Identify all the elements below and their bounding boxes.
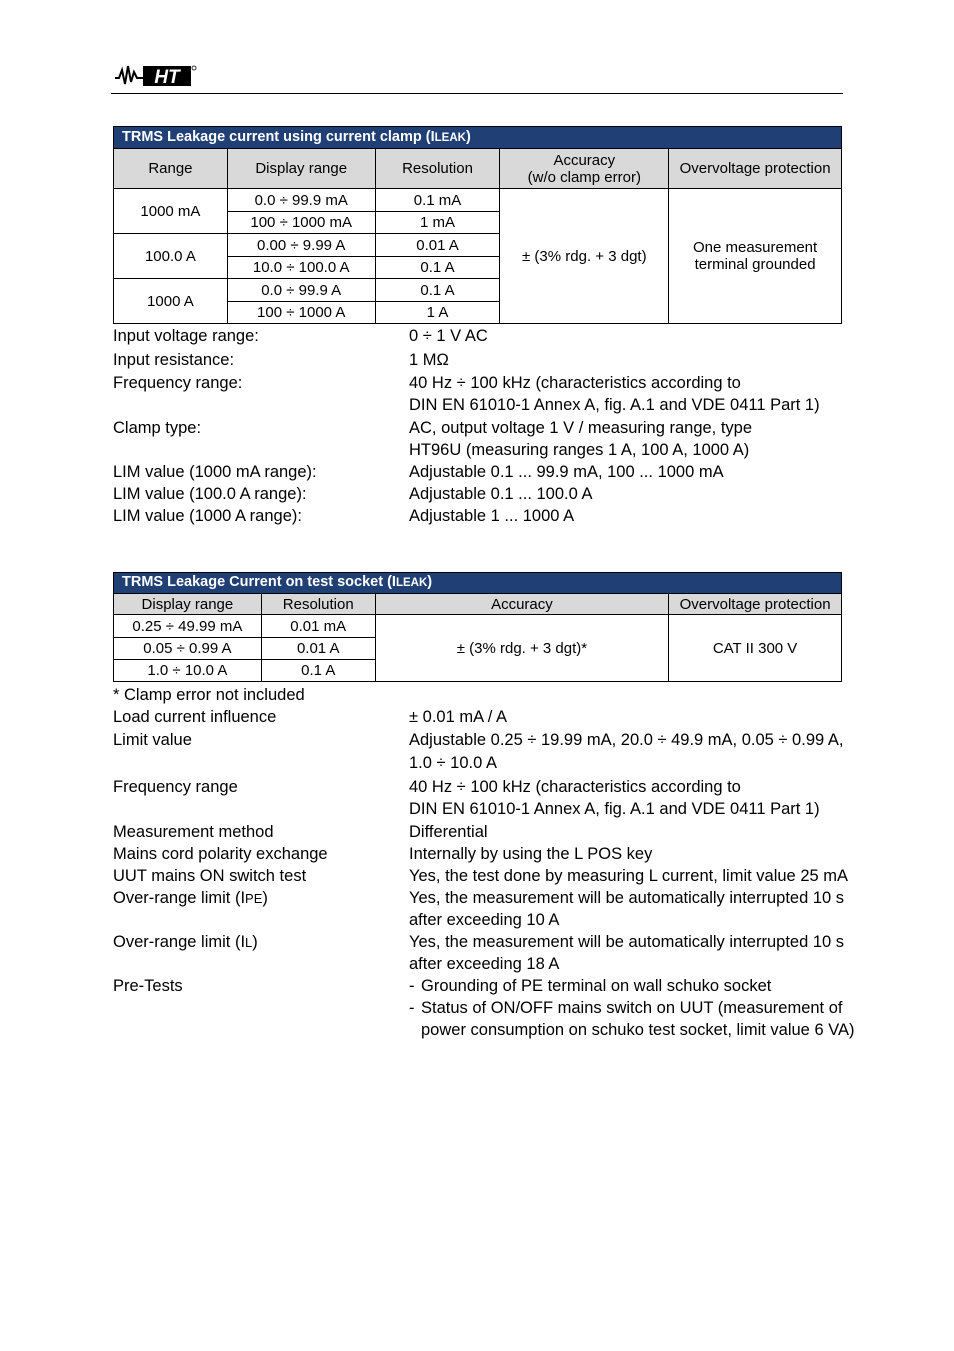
resolution-cell: 0.1 A — [261, 660, 375, 682]
spec-label: UUT mains ON switch test — [113, 867, 307, 885]
header-resolution: Resolution — [261, 594, 375, 615]
spec-label: Over-range limit (IPE) — [113, 889, 268, 907]
resolution-cell: 1 A — [375, 302, 500, 324]
header-display-range: Display range — [227, 149, 375, 189]
spec-label: Load current influence — [113, 708, 277, 726]
resolution-cell: 0.1 A — [375, 279, 500, 302]
display-range-cell: 0.0 ÷ 99.9 A — [227, 279, 375, 302]
bullet-item: - Status of ON/OFF mains switch on UUT (measurement of power consumption on schuko test socket, limit value 6 VA) — [409, 997, 854, 1041]
spec-label: Frequency range — [113, 778, 238, 796]
spec-value: Adjustable 0.1 ... 99.9 mA, 100 ... 1000 mA — [409, 463, 724, 481]
header-display-range: Display range — [114, 594, 262, 615]
resolution-cell: 0.01 A — [261, 638, 375, 660]
spec-label: Frequency range: — [113, 374, 243, 392]
resolution-cell: 0.01 A — [375, 234, 500, 257]
spec-value: Yes, the measurement will be automatically interrupted 10 s after exceeding 18 A — [409, 933, 845, 973]
spec-value: Adjustable 0.1 ... 100.0 A — [409, 485, 593, 503]
resolution-cell: 0.1 A — [375, 257, 500, 279]
spec-label: Input voltage range: — [113, 327, 259, 345]
protection-cell: CAT II 300 V — [669, 615, 842, 682]
spec-value: AC, output voltage 1 V / measuring range, type HT96U (measuring ranges 1 A, 100 A, 1000 A) — [409, 419, 753, 459]
spec-value: 40 Hz ÷ 100 kHz (characteristics according to DIN EN 61010-1 Annex A, fig. A.1 and VDE 0411 Part 1) — [409, 374, 820, 414]
spec-label: Pre-Tests — [113, 977, 183, 995]
resolution-cell: 0.01 mA — [261, 615, 375, 638]
spec-value: Adjustable 1 ... 1000 A — [409, 507, 575, 525]
spec-value: Yes, the measurement will be automatically interrupted 10 s after exceeding 10 A — [409, 889, 845, 929]
logo-text: HT — [154, 67, 180, 88]
header-resolution: Resolution — [375, 149, 500, 189]
display-range-cell: 1.0 ÷ 10.0 A — [114, 660, 262, 682]
spec-value: Adjustable 0.25 ÷ 19.99 mA, 20.0 ÷ 49.9 mA, 0.05 ÷ 0.99 A, 1.0 ÷ 10.0 A — [409, 731, 844, 772]
accuracy-cell: ± (3% rdg. + 3 dgt)* — [375, 615, 668, 682]
bullet-item: - Grounding of PE terminal on wall schuko socket — [409, 975, 854, 997]
spec-value: Internally by using the L POS key — [409, 845, 653, 863]
header-range: Range — [114, 149, 228, 189]
ht-logo — [113, 60, 197, 88]
spec-label: Over-range limit (IL) — [113, 933, 258, 951]
spec-label: Clamp type: — [113, 419, 202, 437]
spec-value: Yes, the test done by measuring L current, limit value 25 mA — [409, 867, 849, 885]
header-overvoltage-protection: Overvoltage protection — [669, 594, 842, 615]
display-range-cell: 0.00 ÷ 9.99 A — [227, 234, 375, 257]
footnote: * Clamp error not included — [113, 686, 305, 704]
spec-label: Measurement method — [113, 823, 274, 841]
display-range-cell: 100 ÷ 1000 A — [227, 302, 375, 324]
spec-label: Input resistance: — [113, 351, 235, 369]
header-accuracy: Accuracy (w/o clamp error) — [500, 149, 669, 189]
spec-label: LIM value (1000 mA range): — [113, 463, 317, 481]
socket-leakage-spec-table — [113, 572, 842, 682]
display-range-cell: 10.0 ÷ 100.0 A — [227, 257, 375, 279]
range-cell: 100.0 A — [114, 234, 228, 279]
header-accuracy: Accuracy — [375, 594, 668, 615]
spec-label: LIM value (1000 A range): — [113, 507, 302, 525]
header-overvoltage-protection: Overvoltage protection — [669, 149, 842, 189]
spec-value: 40 Hz ÷ 100 kHz (characteristics according to DIN EN 61010-1 Annex A, fig. A.1 and VDE 0411 Part 1) — [409, 778, 820, 818]
spec-label: Mains cord polarity exchange — [113, 845, 328, 863]
spec-value — [409, 975, 854, 1041]
clamp-leakage-spec-table — [113, 126, 842, 324]
table-title: TRMS Leakage current using current clamp (ILEAK) — [114, 127, 842, 149]
spec-value: ± 0.01 mA / A — [409, 708, 508, 726]
spec-label: LIM value (100.0 A range): — [113, 485, 307, 503]
range-cell: 1000 mA — [114, 189, 228, 234]
protection-cell: One measurement terminal grounded — [669, 189, 842, 324]
display-range-cell: 0.05 ÷ 0.99 A — [114, 638, 262, 660]
logo-waveform-icon — [115, 66, 143, 84]
resolution-cell: 0.1 mA — [375, 189, 500, 212]
spec-value: 1 MΩ — [409, 351, 449, 369]
spec-label: Limit value — [113, 731, 192, 749]
header-rule — [111, 93, 843, 94]
table-title: TRMS Leakage Current on test socket (ILEAK) — [114, 573, 842, 594]
display-range-cell: 0.25 ÷ 49.99 mA — [114, 615, 262, 638]
display-range-cell: 100 ÷ 1000 mA — [227, 212, 375, 234]
resolution-cell: 1 mA — [375, 212, 500, 234]
range-cell: 1000 A — [114, 279, 228, 324]
display-range-cell: 0.0 ÷ 99.9 mA — [227, 189, 375, 212]
spec-value: Differential — [409, 823, 488, 841]
accuracy-cell: ± (3% rdg. + 3 dgt) — [500, 189, 669, 324]
spec-value: 0 ÷ 1 V AC — [409, 327, 488, 345]
